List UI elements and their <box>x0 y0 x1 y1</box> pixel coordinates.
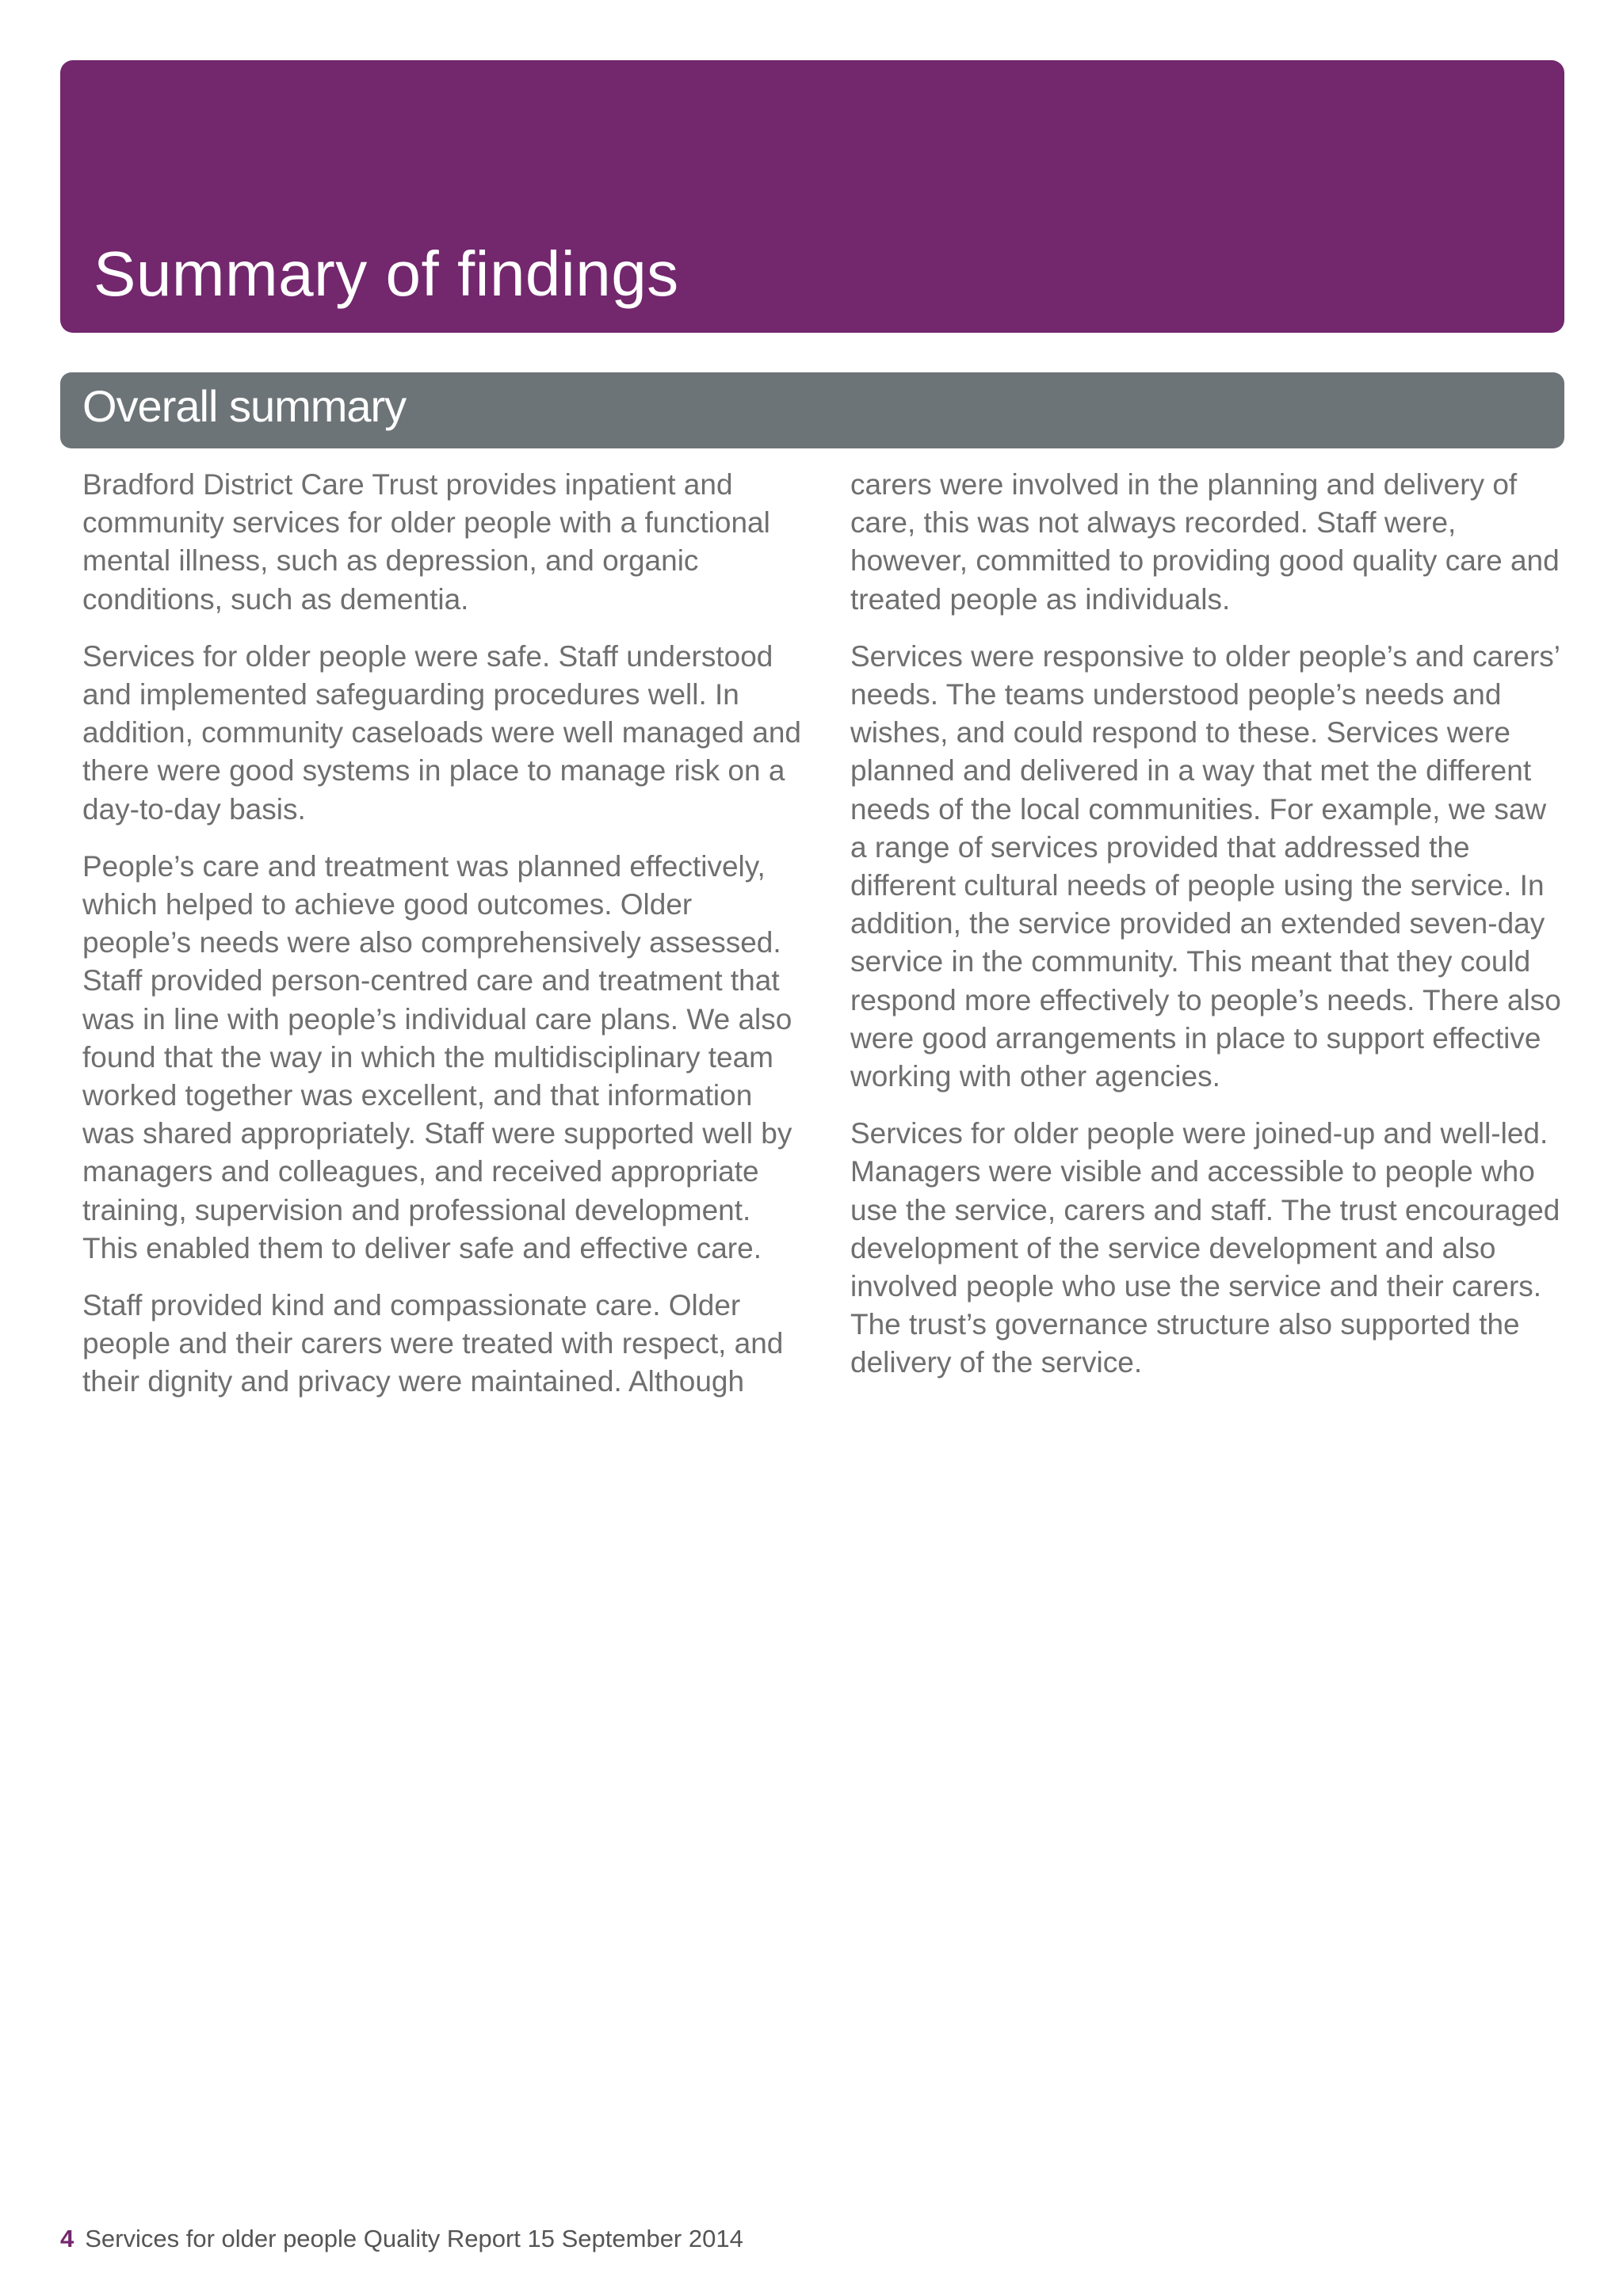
footer-text: Services for older people Quality Report 15 September 2014 <box>85 2225 743 2252</box>
paragraph: Services for older people were safe. Staff understood and implemented safeguarding procedures well. In addition, community caseloads were well managed and there were good systems in place to manage risk on a day-to-day basis. <box>82 639 802 826</box>
page-footer <box>60 2225 743 2253</box>
section-header-bar <box>60 372 1564 448</box>
paragraph: Bradford District Care Trust provides inpatient and community services for older people with a functional mental illness, such as depression, and organic conditions, such as dementia. <box>82 468 770 616</box>
title-banner <box>60 60 1564 333</box>
left-text-column <box>82 466 802 1421</box>
paragraph: Staff provided kind and compassionate care. Older people and their carers were treated with respect, and their dignity and privacy were maintained. Although <box>82 1289 784 1398</box>
page-number: 4 <box>60 2225 74 2252</box>
paragraph: carers were involved in the planning and delivery of care, this was not always recorded. Staff were, however, committed to providing good quality care and treated people as individuals. <box>850 468 1560 616</box>
paragraph: Services for older people were joined-up and well-led. Managers were visible and accessible to people who use the service, carers and staff. The trust encouraged development of the service development and also involved people who use the service and their carers. The trust’s governance structure also supported the delivery of the service. <box>850 1117 1560 1379</box>
page-title: Summary of findings <box>94 238 679 309</box>
right-text-column <box>850 466 1570 1402</box>
section-heading: Overall summary <box>82 381 407 431</box>
paragraph: Services were responsive to older people’s and carers’ needs. The teams understood people’s needs and wishes, and could respond to these. Services were planned and delivered in a way that met the different needs of the local communities. For example, we saw a range of services provided that addressed the different cultural needs of people using the service. In addition, the service provided an extended seven-day service in the community. This meant that they could respond more effectively to people’s needs. There also were good arrangements in place to support effective working with other agencies. <box>850 639 1561 1093</box>
paragraph: People’s care and treatment was planned effectively, which helped to achieve good outcomes. Older people’s needs were also comprehensively assessed. Staff provided person-centred care and treatment that was in line with people’s individual care plans. We also found that the way in which the multidisciplinary team worked together was excellent, and that information was shared appropriately. Staff were supported well by managers and colleagues, and received appropriate training, supervision and professional development. This enabled them to deliver safe and effective care. <box>82 849 792 1264</box>
